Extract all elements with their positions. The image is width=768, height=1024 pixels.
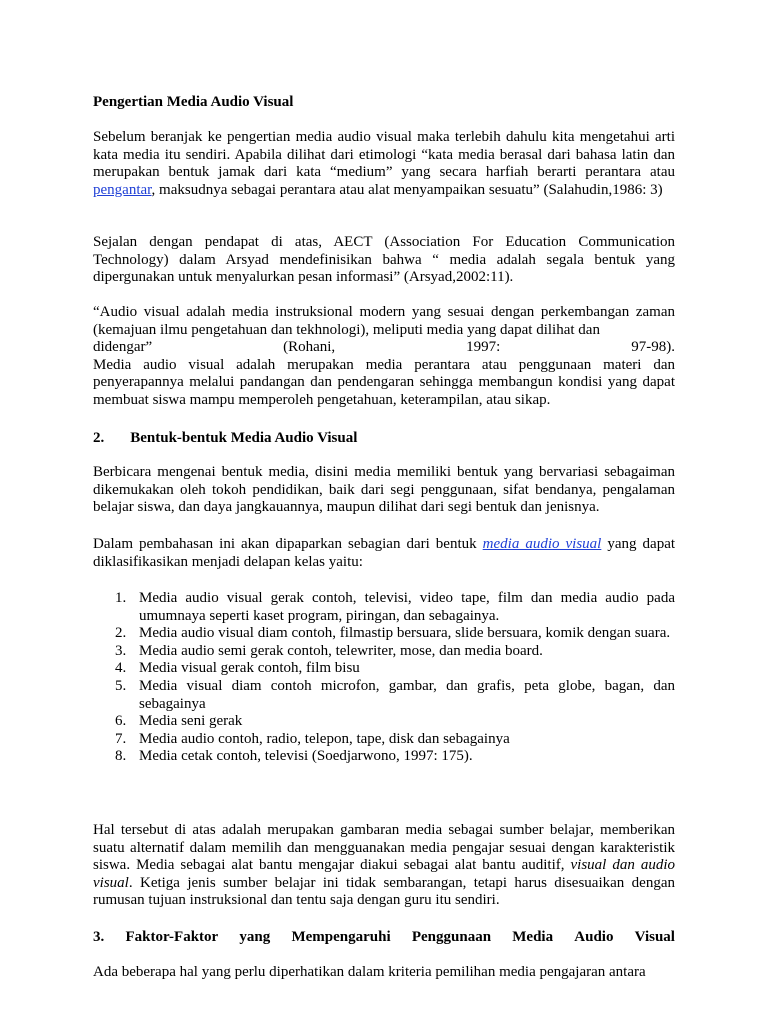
list-text: Media visual gerak contoh, film bisu bbox=[139, 660, 360, 677]
quote-text: “Audio visual adalah media instruksional modern yang sesuai dengan perkembangan zaman (kemajuan ilmu pengetahuan dan tekhnologi), meliputi media yang dapat dilihat dan bbox=[93, 304, 675, 338]
definition-text: Media audio visual adalah merupakan media perantara atau penggunaan materi dan penyerapannya melalui pandangan dan pendengaran sehingga membangun kondisi yang dapat membuat siswa mampu memperoleh pengetahuan, keterampilan, atau sikap. bbox=[93, 356, 675, 408]
pengantar-link[interactable]: pengantar bbox=[93, 181, 152, 198]
list-text: Media cetak contoh, televisi (Soedjarwono, 1997: 175). bbox=[139, 748, 473, 765]
list-text: Media audio contoh, radio, telepon, tape, disk dan sebagainya bbox=[139, 730, 510, 747]
paragraph-sumber-belajar bbox=[93, 822, 675, 910]
paragraph-text: Hal tersebut di atas adalah merupakan gambaran media sebagai sumber belajar, memberikan suatu alternatif dalam memilih dan mengguanakan media pengajar sesuai dengan karakteristik siswa. Media sebagai alat bantu mengajar diakui sebagai alat bantu auditif, bbox=[93, 822, 675, 874]
paragraph-aect: Sejalan dengan pendapat di atas, AECT (Association For Education Communication Technology) dalam Arsyad mendefinisikan bahwa “ media adalah segala bentuk yang dipergunakan untuk menyalurkan pesan informasi” (Arsyad,2002:11). bbox=[93, 234, 675, 286]
paragraph-audio-visual-definition bbox=[93, 304, 675, 410]
list-item bbox=[93, 643, 675, 661]
citation-part: didengar” bbox=[93, 339, 153, 356]
paragraph-text: . Ketiga jenis sumber belajar ini tidak sembarangan, tetapi harus disesuaikan dengan rumusan tujuan instruksional dan tentu saja dengan guru itu sendiri. bbox=[93, 874, 675, 909]
list-item bbox=[93, 678, 675, 713]
section-title-word: Audio bbox=[574, 929, 614, 945]
section-title-word: Mempengaruhi bbox=[291, 929, 391, 945]
list-text: Media audio semi gerak contoh, telewriter, mose, dan media board. bbox=[139, 642, 543, 659]
section-number: 2. bbox=[93, 430, 105, 446]
citation-part: 1997: bbox=[466, 339, 501, 356]
list-number: 7. bbox=[115, 730, 127, 747]
list-item bbox=[93, 590, 675, 625]
paragraph-etymology bbox=[93, 129, 675, 199]
list-item bbox=[93, 625, 675, 643]
list-number: 4. bbox=[115, 660, 127, 677]
section-title-word: Media bbox=[512, 929, 554, 945]
media-audio-visual-link[interactable]: media audio visual bbox=[482, 536, 602, 552]
list-item bbox=[93, 748, 675, 766]
list-text: Media seni gerak bbox=[139, 713, 243, 730]
list-text: Media audio visual diam contoh, filmastip bersuara, slide bersuara, komik dengan suara. bbox=[139, 625, 671, 642]
section-title-word: Faktor-Faktor bbox=[125, 929, 219, 945]
paragraph-pembahasan bbox=[93, 536, 675, 571]
list-number: 2. bbox=[115, 625, 127, 642]
list-number: 1. bbox=[115, 590, 127, 606]
section-title-word: yang bbox=[239, 929, 271, 945]
citation-part: (Rohani, bbox=[283, 339, 336, 356]
list-number: 8. bbox=[115, 748, 127, 765]
list-number: 6. bbox=[115, 713, 127, 730]
section-heading-3 bbox=[93, 929, 675, 947]
section-heading-2 bbox=[93, 430, 675, 448]
list-number: 3. bbox=[115, 642, 127, 659]
section-title: Bentuk-bentuk Media Audio Visual bbox=[130, 430, 358, 446]
paragraph-text: Dalam pembahasan ini akan dipaparkan sebagian dari bentuk bbox=[93, 536, 483, 552]
paragraph-text: Sebelum beranjak ke pengertian media audio visual maka terlebih dahulu kita mengetahui arti kata media itu sendiri. Apabila dilihat dari etimologi “kata media berasal dari bahasa latin dan merupakan bentuk jamak dari kata “medium” yang secara harfiah berarti perantara atau bbox=[93, 129, 675, 181]
page-title: Pengertian Media Audio Visual bbox=[93, 94, 294, 110]
paragraph-bentuk-media: Berbicara mengenai bentuk media, disini media memiliki bentuk yang bervariasi sebagaiman dikemukakan oleh tokoh pendidikan, baik dari segi penggunaan, sifat bendanya, pengalaman belajar siswa, dan daya jangkauannya, maupun dilihat dari segi bentuk dan jenisnya. bbox=[93, 464, 675, 516]
section-title-word: Penggunaan bbox=[411, 929, 492, 945]
citation-line bbox=[93, 339, 675, 357]
paragraph-kriteria: Ada beberapa hal yang perlu diperhatikan dalam kriteria pemilihan media pengajaran antara bbox=[93, 964, 646, 980]
list-item bbox=[93, 713, 675, 731]
emphasis-text: visual dan audio visual bbox=[93, 857, 675, 891]
paragraph-text: , maksudnya sebagai perantara atau alat menyampaikan sesuatu” (Salahudin,1986: 3) bbox=[151, 181, 663, 198]
citation-part: 97-98). bbox=[631, 339, 675, 356]
list-item bbox=[93, 731, 675, 749]
media-classification-list bbox=[93, 590, 675, 766]
list-number: 5. bbox=[115, 677, 127, 694]
list-text: Media visual diam contoh microfon, gambar, dan grafis, peta globe, bagan, dan sebagainya bbox=[139, 677, 675, 712]
section-title-word: Visual bbox=[634, 929, 675, 945]
list-item bbox=[93, 660, 675, 678]
list-text: Media audio visual gerak contoh, televisi, video tape, film dan media audio pada umumnaya seperti kaset program, piringan, dan sebagainya. bbox=[139, 590, 675, 624]
paragraph-text: yang dapat diklasifikasikan menjadi delapan kelas yaitu: bbox=[93, 536, 676, 570]
section-number: 3. bbox=[93, 929, 105, 945]
